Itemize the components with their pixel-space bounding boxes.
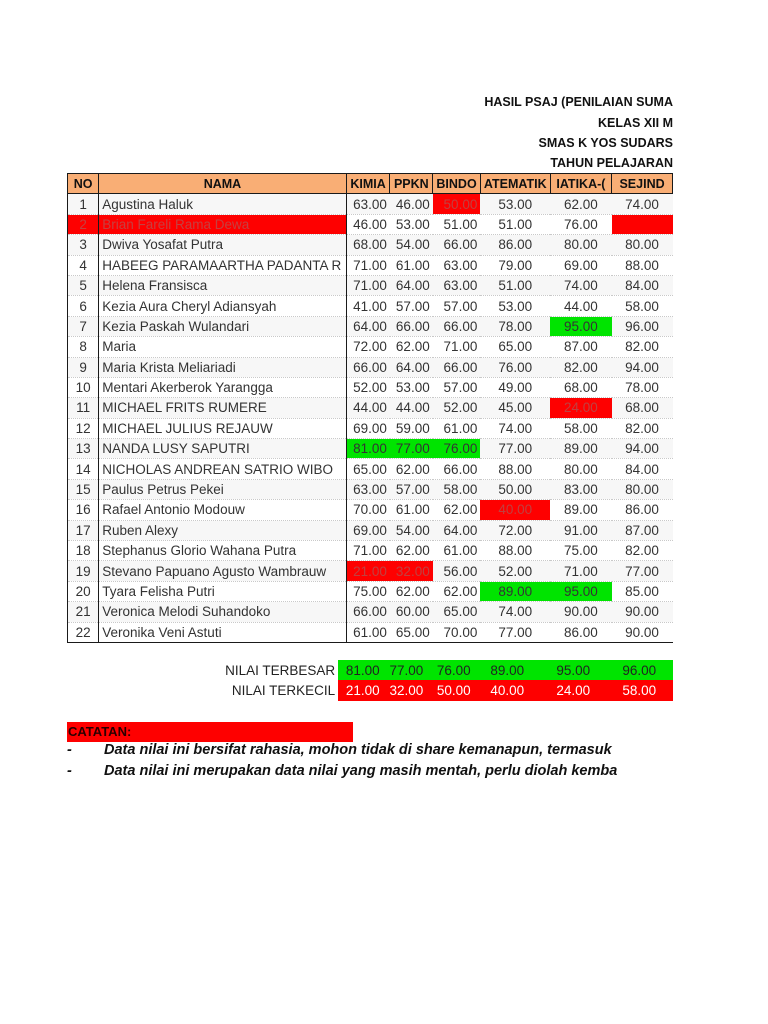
grade-cell[interactable]: 86.00 xyxy=(480,235,550,255)
grade-cell[interactable] xyxy=(612,214,673,234)
grade-cell[interactable]: 89.00 xyxy=(480,581,550,601)
grade-cell[interactable]: 56.00 xyxy=(433,561,481,581)
student-name[interactable]: Paulus Petrus Pekei xyxy=(99,479,346,499)
academic-year: TAHUN PELAJARAN xyxy=(550,156,673,170)
grade-cell[interactable]: 87.00 xyxy=(550,337,611,357)
grade-cell[interactable]: 72.00 xyxy=(346,337,390,357)
grade-cell[interactable]: 63.00 xyxy=(346,194,390,214)
grade-cell[interactable]: 68.00 xyxy=(612,398,673,418)
grade-cell[interactable]: 62.00 xyxy=(390,581,433,601)
grade-cell[interactable]: 58.00 xyxy=(612,296,673,316)
grade-cell[interactable]: 95.00 xyxy=(550,316,611,336)
table-row xyxy=(68,296,673,316)
grades-table xyxy=(67,173,673,643)
row-number[interactable]: 19 xyxy=(68,561,99,581)
grade-cell[interactable]: 90.00 xyxy=(612,622,673,642)
grade-cell[interactable]: 80.00 xyxy=(550,459,611,479)
grade-cell[interactable]: 69.00 xyxy=(550,255,611,275)
row-number[interactable]: 13 xyxy=(68,439,99,459)
grade-cell[interactable]: 51.00 xyxy=(480,275,550,295)
grade-cell[interactable]: 89.00 xyxy=(550,500,611,520)
grade-cell[interactable]: 66.00 xyxy=(390,316,433,336)
grade-cell[interactable]: 66.00 xyxy=(433,316,481,336)
max-value-cell[interactable]: 95.00 xyxy=(541,660,606,680)
table-row xyxy=(68,581,673,601)
grade-cell[interactable]: 75.00 xyxy=(346,581,390,601)
notes-title: CATATAN: xyxy=(68,724,132,739)
grade-cell[interactable]: 44.00 xyxy=(390,398,433,418)
student-name[interactable]: Dwiva Yosafat Putra xyxy=(99,235,346,255)
grade-cell[interactable]: 94.00 xyxy=(612,357,673,377)
min-value-cell[interactable]: 24.00 xyxy=(541,680,606,700)
grade-cell[interactable]: 82.00 xyxy=(612,418,673,438)
row-number[interactable]: 7 xyxy=(68,316,99,336)
summary-table xyxy=(67,660,673,701)
grade-cell[interactable]: 81.00 xyxy=(346,439,390,459)
table-header-row xyxy=(68,174,673,194)
grade-cell[interactable]: 94.00 xyxy=(612,439,673,459)
min-value-cell[interactable]: 58.00 xyxy=(606,680,673,700)
column-header-2[interactable]: KIMIA xyxy=(346,174,390,194)
column-header-1[interactable]: NAMA xyxy=(99,174,346,194)
grade-cell[interactable]: 62.00 xyxy=(390,337,433,357)
row-number[interactable]: 3 xyxy=(68,235,99,255)
grade-cell[interactable]: 66.00 xyxy=(433,235,481,255)
column-header-6[interactable]: IATIKA-( xyxy=(550,174,611,194)
grade-cell[interactable]: 53.00 xyxy=(390,377,433,397)
grade-cell[interactable]: 66.00 xyxy=(433,357,481,377)
grade-cell[interactable]: 71.00 xyxy=(346,541,390,561)
grade-cell[interactable]: 82.00 xyxy=(550,357,611,377)
student-name[interactable]: MICHAEL FRITS RUMERE xyxy=(99,398,346,418)
grade-cell[interactable]: 24.00 xyxy=(550,398,611,418)
grade-cell[interactable]: 51.00 xyxy=(433,214,481,234)
row-number[interactable]: 18 xyxy=(68,541,99,561)
note-bullet: - xyxy=(67,763,72,779)
grade-cell[interactable]: 74.00 xyxy=(612,194,673,214)
table-row xyxy=(68,459,673,479)
grade-cell[interactable]: 91.00 xyxy=(550,520,611,540)
table-row xyxy=(68,194,673,214)
grade-cell[interactable]: 53.00 xyxy=(390,214,433,234)
note-item xyxy=(67,763,617,779)
student-name[interactable]: Veronika Veni Astuti xyxy=(99,622,346,642)
note-text: Data nilai ini bersifat rahasia, mohon tidak di share kemanapun, termasuk xyxy=(104,742,612,758)
max-label: NILAI TERBESAR xyxy=(225,662,336,678)
column-header-7[interactable]: SEJIND xyxy=(612,174,673,194)
grade-cell[interactable]: 84.00 xyxy=(612,459,673,479)
row-number[interactable]: 21 xyxy=(68,602,99,622)
grade-cell[interactable]: 70.00 xyxy=(346,500,390,520)
grade-cell[interactable]: 61.00 xyxy=(346,622,390,642)
grade-cell[interactable]: 32.00 xyxy=(390,561,433,581)
grade-cell[interactable]: 41.00 xyxy=(346,296,390,316)
grade-cell[interactable]: 44.00 xyxy=(346,398,390,418)
grade-cell[interactable]: 64.00 xyxy=(433,520,481,540)
grade-cell[interactable]: 57.00 xyxy=(433,377,481,397)
row-number[interactable]: 2 xyxy=(68,214,99,234)
table-row xyxy=(68,602,673,622)
grade-cell[interactable]: 63.00 xyxy=(346,479,390,499)
table-row xyxy=(68,275,673,295)
grade-cell[interactable]: 50.00 xyxy=(433,194,481,214)
row-number[interactable]: 11 xyxy=(68,398,99,418)
grade-cell[interactable]: 64.00 xyxy=(390,357,433,377)
min-values-row xyxy=(67,680,673,700)
grade-cell[interactable]: 59.00 xyxy=(390,418,433,438)
student-name[interactable]: Stevano Papuano Agusto Wambrauw xyxy=(99,561,346,581)
grade-cell[interactable]: 90.00 xyxy=(550,602,611,622)
column-header-0[interactable]: NO xyxy=(68,174,99,194)
table-row xyxy=(68,377,673,397)
student-name[interactable]: Brian Fareli Rama Dewa xyxy=(99,214,346,234)
student-name[interactable]: Mentari Akerberok Yarangga xyxy=(99,377,346,397)
grade-cell[interactable]: 53.00 xyxy=(480,296,550,316)
grade-cell[interactable]: 61.00 xyxy=(433,418,481,438)
row-number[interactable]: 20 xyxy=(68,581,99,601)
grade-cell[interactable]: 58.00 xyxy=(550,418,611,438)
school-name: SMAS K YOS SUDARS xyxy=(538,136,673,150)
note-bullet: - xyxy=(67,742,72,758)
grade-cell[interactable]: 76.00 xyxy=(550,214,611,234)
max-value-cell[interactable]: 77.00 xyxy=(383,660,427,680)
grade-cell[interactable]: 46.00 xyxy=(346,214,390,234)
grade-cell[interactable]: 96.00 xyxy=(612,316,673,336)
table-row xyxy=(68,561,673,581)
grade-cell[interactable]: 57.00 xyxy=(390,296,433,316)
grade-cell[interactable]: 54.00 xyxy=(390,235,433,255)
min-value-cell[interactable]: 50.00 xyxy=(426,680,473,700)
student-name[interactable]: NICHOLAS ANDREAN SATRIO WIBO xyxy=(99,459,346,479)
grade-cell[interactable]: 64.00 xyxy=(390,275,433,295)
grade-cell[interactable]: 62.00 xyxy=(550,194,611,214)
student-name[interactable]: Helena Fransisca xyxy=(99,275,346,295)
grade-cell[interactable]: 86.00 xyxy=(612,500,673,520)
row-number[interactable]: 12 xyxy=(68,418,99,438)
grade-cell[interactable]: 76.00 xyxy=(480,357,550,377)
row-number[interactable]: 16 xyxy=(68,500,99,520)
grade-cell[interactable]: 44.00 xyxy=(550,296,611,316)
grade-cell[interactable]: 80.00 xyxy=(612,479,673,499)
grade-cell[interactable]: 77.00 xyxy=(480,439,550,459)
table-row xyxy=(68,357,673,377)
row-number[interactable]: 22 xyxy=(68,622,99,642)
min-label: NILAI TERKECIL xyxy=(231,683,336,699)
table-row xyxy=(68,541,673,561)
grade-cell[interactable]: 85.00 xyxy=(612,581,673,601)
grade-cell[interactable]: 82.00 xyxy=(612,541,673,561)
max-values-row xyxy=(67,660,673,680)
max-value-cell[interactable]: 89.00 xyxy=(474,660,541,680)
row-number[interactable]: 15 xyxy=(68,479,99,499)
grade-cell[interactable]: 49.00 xyxy=(480,377,550,397)
grade-cell[interactable]: 74.00 xyxy=(480,418,550,438)
grade-cell[interactable]: 88.00 xyxy=(480,459,550,479)
grade-cell[interactable]: 89.00 xyxy=(550,439,611,459)
grade-cell[interactable]: 57.00 xyxy=(390,479,433,499)
grade-cell[interactable]: 54.00 xyxy=(390,520,433,540)
grade-cell[interactable]: 52.00 xyxy=(480,561,550,581)
grade-cell[interactable]: 65.00 xyxy=(433,602,481,622)
grade-cell[interactable]: 66.00 xyxy=(346,357,390,377)
student-name[interactable]: Ruben Alexy xyxy=(99,520,346,540)
column-header-5[interactable]: ATEMATIK xyxy=(480,174,550,194)
grade-cell[interactable]: 74.00 xyxy=(550,275,611,295)
grade-cell[interactable]: 40.00 xyxy=(480,500,550,520)
table-row xyxy=(68,398,673,418)
grade-cell[interactable]: 95.00 xyxy=(550,581,611,601)
student-name[interactable]: Kezia Paskah Wulandari xyxy=(99,316,346,336)
grade-cell[interactable]: 50.00 xyxy=(480,479,550,499)
row-number[interactable]: 5 xyxy=(68,275,99,295)
student-name[interactable]: Maria Krista Meliariadi xyxy=(99,357,346,377)
table-row xyxy=(68,418,673,438)
student-name[interactable]: Kezia Aura Cheryl Adiansyah xyxy=(99,296,346,316)
grade-cell[interactable]: 53.00 xyxy=(480,194,550,214)
row-number[interactable]: 10 xyxy=(68,377,99,397)
grade-cell[interactable]: 75.00 xyxy=(550,541,611,561)
min-value-cell[interactable]: 21.00 xyxy=(338,680,383,700)
grade-cell[interactable]: 68.00 xyxy=(550,377,611,397)
student-name[interactable]: Veronica Melodi Suhandoko xyxy=(99,602,346,622)
grade-cell[interactable]: 80.00 xyxy=(612,235,673,255)
grade-cell[interactable]: 76.00 xyxy=(433,439,481,459)
grade-cell[interactable]: 21.00 xyxy=(346,561,390,581)
grade-cell[interactable]: 78.00 xyxy=(480,316,550,336)
row-number[interactable]: 9 xyxy=(68,357,99,377)
column-header-4[interactable]: BINDO xyxy=(433,174,481,194)
grade-cell[interactable]: 82.00 xyxy=(612,337,673,357)
table-row xyxy=(68,520,673,540)
grade-cell[interactable]: 78.00 xyxy=(612,377,673,397)
grade-cell[interactable]: 69.00 xyxy=(346,520,390,540)
grade-cell[interactable]: 86.00 xyxy=(550,622,611,642)
table-row xyxy=(68,255,673,275)
grade-cell[interactable]: 65.00 xyxy=(346,459,390,479)
student-name[interactable]: HABEEG PARAMAARTHA PADANTA R xyxy=(99,255,346,275)
grade-cell[interactable]: 84.00 xyxy=(612,275,673,295)
table-row xyxy=(68,439,673,459)
grade-cell[interactable]: 66.00 xyxy=(346,602,390,622)
grade-cell[interactable]: 65.00 xyxy=(480,337,550,357)
max-value-cell[interactable]: 81.00 xyxy=(338,660,383,680)
grade-cell[interactable]: 57.00 xyxy=(433,296,481,316)
grade-cell[interactable]: 66.00 xyxy=(433,459,481,479)
student-name[interactable]: Agustina Haluk xyxy=(99,194,346,214)
table-row xyxy=(68,316,673,336)
max-value-cell[interactable]: 76.00 xyxy=(426,660,473,680)
grade-cell[interactable]: 62.00 xyxy=(390,541,433,561)
grade-cell[interactable]: 71.00 xyxy=(346,275,390,295)
grade-cell[interactable]: 65.00 xyxy=(390,622,433,642)
grade-cell[interactable]: 70.00 xyxy=(433,622,481,642)
row-number[interactable]: 4 xyxy=(68,255,99,275)
table-row xyxy=(68,622,673,642)
grade-cell[interactable]: 51.00 xyxy=(480,214,550,234)
grade-cell[interactable]: 64.00 xyxy=(346,316,390,336)
grade-cell[interactable]: 69.00 xyxy=(346,418,390,438)
grade-cell[interactable]: 80.00 xyxy=(550,235,611,255)
grade-cell[interactable]: 61.00 xyxy=(433,541,481,561)
table-row xyxy=(68,500,673,520)
grade-cell[interactable]: 71.00 xyxy=(433,337,481,357)
grade-cell[interactable]: 87.00 xyxy=(612,520,673,540)
row-number[interactable]: 17 xyxy=(68,520,99,540)
class-name: KELAS XII M xyxy=(597,116,673,130)
grade-cell[interactable]: 62.00 xyxy=(433,581,481,601)
grade-cell[interactable]: 77.00 xyxy=(480,622,550,642)
grade-cell[interactable]: 74.00 xyxy=(480,602,550,622)
column-header-3[interactable]: PPKN xyxy=(390,174,433,194)
row-number[interactable]: 14 xyxy=(68,459,99,479)
grade-cell[interactable]: 52.00 xyxy=(433,398,481,418)
grade-cell[interactable]: 60.00 xyxy=(390,602,433,622)
note-text: Data nilai ini merupakan data nilai yang masih mentah, perlu diolah kemba xyxy=(104,763,618,779)
grade-cell[interactable]: 90.00 xyxy=(612,602,673,622)
grade-cell[interactable]: 88.00 xyxy=(612,255,673,275)
student-name[interactable]: MICHAEL JULIUS REJAUW xyxy=(99,418,346,438)
student-name[interactable]: Stephanus Glorio Wahana Putra xyxy=(99,541,346,561)
student-name[interactable]: NANDA LUSY SAPUTRI xyxy=(99,439,346,459)
grade-cell[interactable]: 63.00 xyxy=(433,255,481,275)
grade-cell[interactable]: 61.00 xyxy=(390,500,433,520)
student-name[interactable]: Tyara Felisha Putri xyxy=(99,581,346,601)
grade-cell[interactable]: 88.00 xyxy=(480,541,550,561)
table-row xyxy=(68,337,673,357)
note-item xyxy=(67,742,612,758)
grade-cell[interactable]: 72.00 xyxy=(480,520,550,540)
table-row xyxy=(68,214,673,234)
row-number[interactable]: 1 xyxy=(68,194,99,214)
grade-cell[interactable]: 45.00 xyxy=(480,398,550,418)
min-value-cell[interactable]: 32.00 xyxy=(383,680,427,700)
grade-cell[interactable]: 68.00 xyxy=(346,235,390,255)
grade-cell[interactable]: 77.00 xyxy=(612,561,673,581)
grade-cell[interactable]: 77.00 xyxy=(390,439,433,459)
grade-cell[interactable]: 71.00 xyxy=(550,561,611,581)
row-number[interactable]: 8 xyxy=(68,337,99,357)
max-value-cell[interactable]: 96.00 xyxy=(606,660,673,680)
grade-cell[interactable]: 52.00 xyxy=(346,377,390,397)
grade-cell[interactable]: 71.00 xyxy=(346,255,390,275)
grade-cell[interactable]: 58.00 xyxy=(433,479,481,499)
grade-cell[interactable]: 61.00 xyxy=(390,255,433,275)
report-title: HASIL PSAJ (PENILAIAN SUMA xyxy=(484,95,673,109)
student-name[interactable]: Maria xyxy=(99,337,346,357)
student-name[interactable]: Rafael Antonio Modouw xyxy=(99,500,346,520)
grade-cell[interactable]: 62.00 xyxy=(433,500,481,520)
row-number[interactable]: 6 xyxy=(68,296,99,316)
grade-cell[interactable]: 62.00 xyxy=(390,459,433,479)
min-value-cell[interactable]: 40.00 xyxy=(474,680,541,700)
table-row xyxy=(68,235,673,255)
grade-cell[interactable]: 83.00 xyxy=(550,479,611,499)
table-row xyxy=(68,479,673,499)
grade-cell[interactable]: 79.00 xyxy=(480,255,550,275)
grade-cell[interactable]: 63.00 xyxy=(433,275,481,295)
grade-cell[interactable]: 46.00 xyxy=(390,194,433,214)
